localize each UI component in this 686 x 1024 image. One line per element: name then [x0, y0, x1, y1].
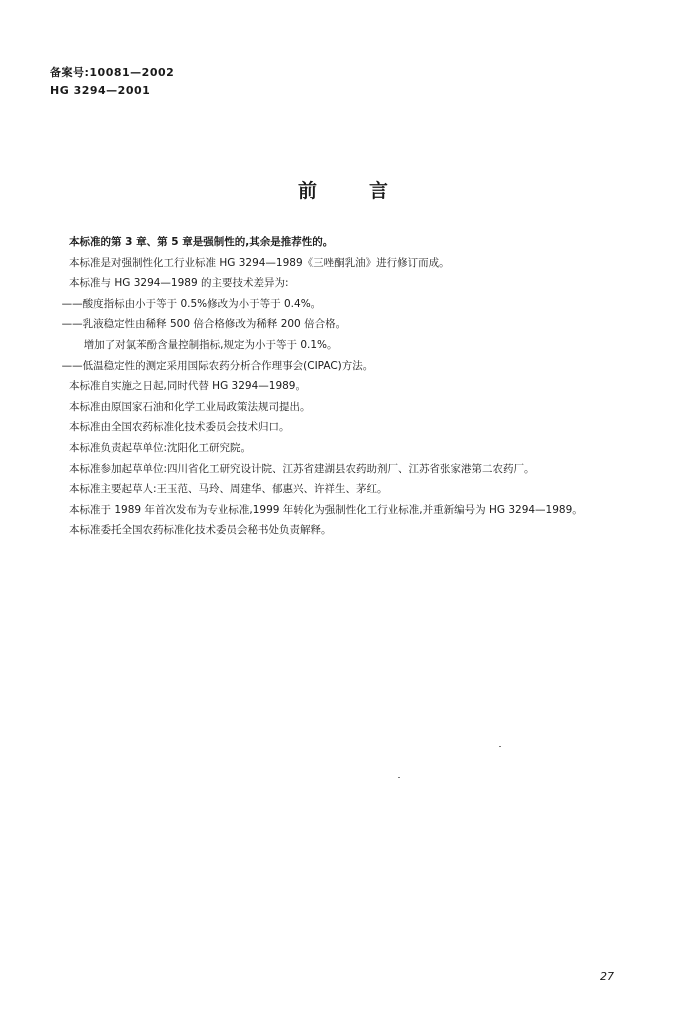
paragraph: 本标准由原国家石油和化学工业局政策法规司提出。 [69, 400, 311, 413]
paragraph: 本标准是对强制性化工行业标准 HG 3294—1989《三唑酮乳油》进行修订而成。 [69, 256, 450, 269]
page-title: 前言 [297, 180, 440, 202]
paragraph: 增加了对氯苯酚含量控制指标,规定为小于等于 0.1%。 [83, 338, 338, 351]
paragraph: ——酸度指标由小于等于 0.5%修改为小于等于 0.4%。 [61, 297, 322, 310]
paragraph: 本标准自实施之日起,同时代替 HG 3294—1989。 [69, 380, 306, 393]
paragraph: 本标准主要起草人:王玉范、马玲、周建华、郁惠兴、许祥生、茅红。 [69, 483, 388, 496]
scan-speck [499, 746, 501, 747]
standard-number: HG 3294—2001 [50, 84, 151, 97]
foreword-body [48, 232, 638, 541]
paragraph: 本标准于 1989 年首次发布为专业标准,1999 年转化为强制性化工行业标准,并重新编号为 HG 3294—1989。 [69, 503, 583, 516]
paragraph: ——乳液稳定性由稀释 500 倍合格修改为稀释 200 倍合格。 [61, 318, 347, 331]
paragraph: 本标准由全国农药标准化技术委员会技术归口。 [69, 421, 290, 434]
paragraph: ——低温稳定性的测定采用国际农药分析合作理事会(CIPAC)方法。 [61, 359, 374, 372]
paragraph: 本标准参加起草单位:四川省化工研究设计院、江苏省建湖县农药助剂厂、江苏省张家港第二农药厂。 [69, 462, 535, 475]
paragraph: 本标准的第 3 章、第 5 章是强制性的,其余是推荐性的。 [69, 236, 334, 248]
paragraph: 本标准负责起草单位:沈阳化工研究院。 [69, 441, 252, 454]
paragraph: 本标准与 HG 3294—1989 的主要技术差异为: [69, 277, 289, 290]
paragraph: 本标准委托全国农药标准化技术委员会秘书处负责解释。 [69, 524, 332, 537]
page-number: 27 [600, 970, 614, 983]
record-number: 备案号:10081—2002 [50, 66, 175, 79]
scan-speck [398, 777, 400, 778]
